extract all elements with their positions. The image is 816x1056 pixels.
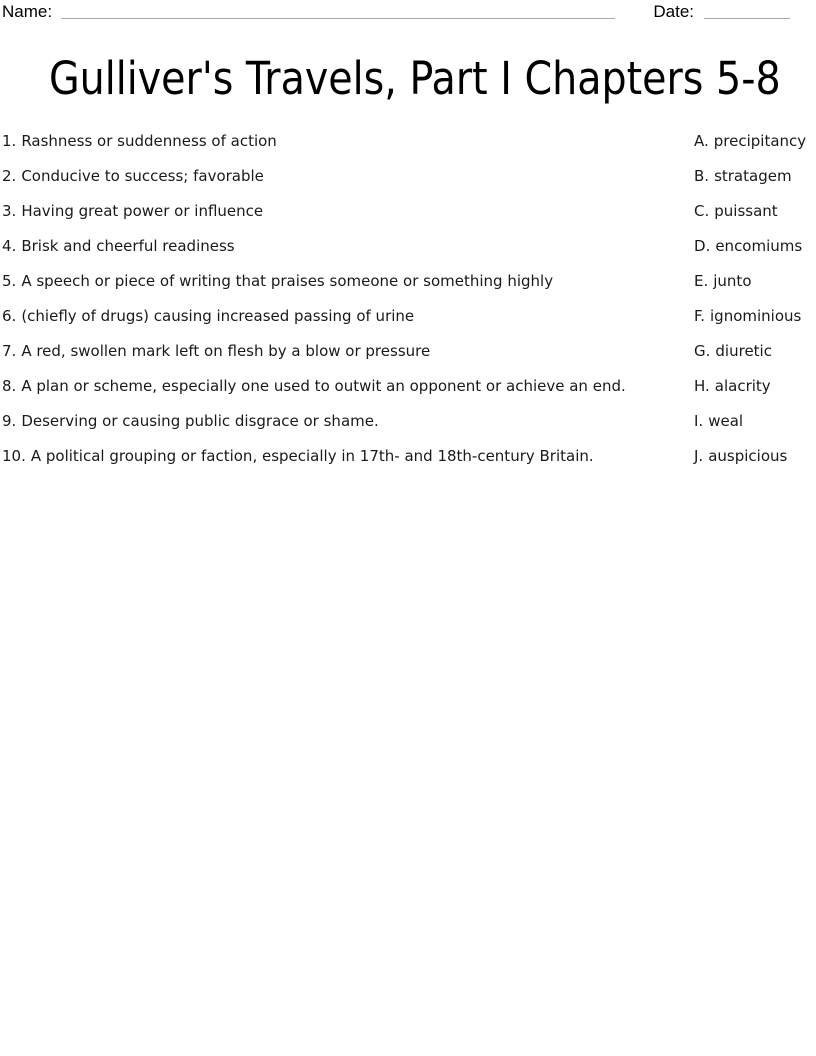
question-item — [0, 272, 692, 291]
question-number: 8. — [2, 377, 17, 395]
matching-section — [0, 132, 816, 482]
question-item — [0, 167, 692, 186]
answer-letter: F. — [694, 307, 705, 325]
header — [0, 0, 816, 21]
question-text: A red, swollen mark left on flesh by a blow or pressure — [21, 342, 431, 360]
question-text: A plan or scheme, especially one used to outwit an opponent or achieve an end. — [21, 377, 626, 395]
question-item — [0, 132, 692, 151]
answer-letter: D. — [694, 237, 711, 255]
question-item — [0, 307, 692, 326]
answer-term: ignominious — [710, 307, 802, 325]
question-number: 7. — [2, 342, 17, 360]
question-item — [0, 447, 692, 466]
answer-item — [692, 202, 816, 221]
answer-letter: I. — [694, 412, 704, 430]
question-number: 5. — [2, 272, 17, 290]
match-row — [0, 447, 816, 482]
name-blank-line — [61, 3, 615, 19]
date-label: Date: — [653, 2, 694, 21]
match-row — [0, 377, 816, 412]
answer-item — [692, 167, 816, 186]
answer-letter: J. — [694, 447, 704, 465]
match-row — [0, 412, 816, 447]
question-text: Deserving or causing public disgrace or shame. — [21, 412, 379, 430]
answer-letter: H. — [694, 377, 710, 395]
answer-item — [692, 377, 816, 396]
question-text: A speech or piece of writing that praises someone or something highly — [21, 272, 554, 290]
answer-term: auspicious — [708, 447, 788, 465]
question-item — [0, 377, 692, 396]
answer-item — [692, 307, 816, 326]
question-number: 1. — [2, 132, 17, 150]
answer-term: weal — [708, 412, 744, 430]
question-item — [0, 342, 692, 361]
answer-item — [692, 342, 816, 361]
question-number: 2. — [2, 167, 17, 185]
answer-term: stratagem — [714, 167, 792, 185]
question-item — [0, 202, 692, 221]
question-item — [0, 412, 692, 431]
answer-letter: E. — [694, 272, 709, 290]
question-text: Brisk and cheerful readiness — [21, 237, 235, 255]
name-label: Name: — [2, 2, 53, 21]
question-number: 4. — [2, 237, 17, 255]
answer-letter: A. — [694, 132, 709, 150]
answer-term: puissant — [714, 202, 778, 220]
match-row — [0, 342, 816, 377]
page-title: Gulliver's Travels, Part I Chapters 5-8 — [48, 52, 781, 105]
question-number: 3. — [2, 202, 17, 220]
match-row — [0, 202, 816, 237]
answer-letter: C. — [694, 202, 710, 220]
question-number: 6. — [2, 307, 17, 325]
answer-term: junto — [713, 272, 752, 290]
answer-term: precipitancy — [713, 132, 807, 150]
question-text: (chiefly of drugs) causing increased passing of urine — [21, 307, 415, 325]
answer-item — [692, 132, 816, 151]
match-row — [0, 307, 816, 342]
question-text: Rashness or suddenness of action — [21, 132, 277, 150]
answer-item — [692, 447, 816, 466]
match-row — [0, 167, 816, 202]
question-item — [0, 237, 692, 256]
answer-term: diuretic — [715, 342, 772, 360]
answer-letter: B. — [694, 167, 710, 185]
question-number: 10. — [2, 447, 26, 465]
match-row — [0, 272, 816, 307]
match-row — [0, 237, 816, 272]
answer-term: encomiums — [715, 237, 803, 255]
answer-item — [692, 272, 816, 291]
answer-item — [692, 237, 816, 256]
question-text: A political grouping or faction, especially in 17th- and 18th-century Britain. — [30, 447, 594, 465]
answer-letter: G. — [694, 342, 711, 360]
question-text: Conducive to success; favorable — [21, 167, 264, 185]
answer-term: alacrity — [714, 377, 771, 395]
answer-item — [692, 412, 816, 431]
question-number: 9. — [2, 412, 17, 430]
match-row — [0, 132, 816, 167]
question-text: Having great power or influence — [21, 202, 264, 220]
date-blank-line — [704, 3, 790, 19]
